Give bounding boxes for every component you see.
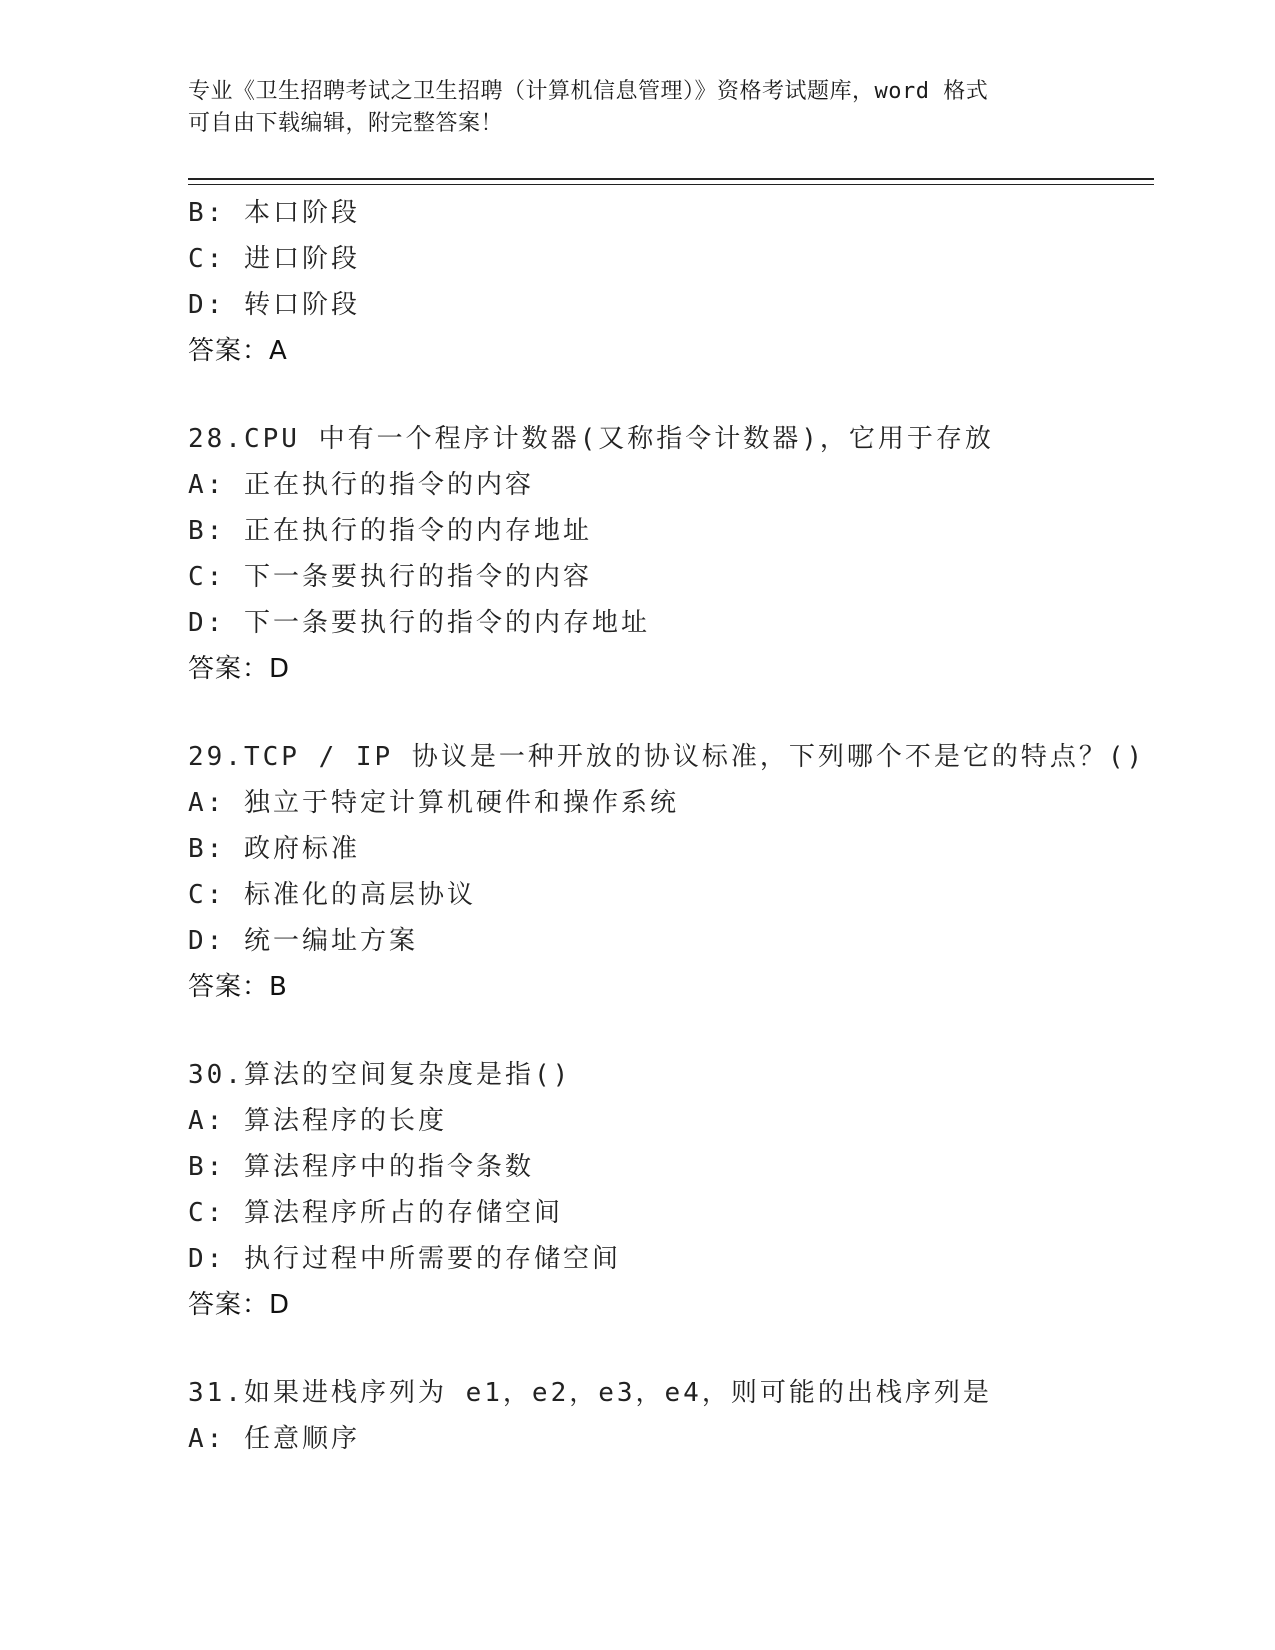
option-b: B: 政府标准 <box>188 834 360 864</box>
option-a: A: 任意顺序 <box>188 1424 360 1454</box>
header-divider <box>188 178 1154 185</box>
question-28 <box>188 416 1154 692</box>
question-31 <box>188 1370 1154 1462</box>
option-d: D: 执行过程中所需要的存储空间 <box>188 1244 621 1274</box>
header-line-1: 专业《卫生招聘考试之卫生招聘（计算机信息管理）》资格考试题库，word 格式 <box>188 79 989 104</box>
option-a: A: 算法程序的长度 <box>188 1106 447 1136</box>
answer-line: 答案：D <box>188 1290 291 1320</box>
answer-line: 答案：D <box>188 654 291 684</box>
option-c: C: 下一条要执行的指令的内容 <box>188 562 592 592</box>
question-stem: 31.如果进栈序列为 e1，e2，e3，e4，则可能的出栈序列是 <box>188 1378 992 1408</box>
question-27-tail <box>188 190 1154 374</box>
option-a: A: 正在执行的指令的内容 <box>188 470 534 500</box>
option-b: B: 正在执行的指令的内存地址 <box>188 516 592 546</box>
option-d: D: 下一条要执行的指令的内存地址 <box>188 608 650 638</box>
question-stem: 28.CPU 中有一个程序计数器(又称指令计数器)，它用于存放 <box>188 424 994 454</box>
document-header <box>188 76 1068 140</box>
header-line-2: 可自由下载编辑，附完整答案！ <box>188 111 504 136</box>
question-stem: 29.TCP / IP 协议是一种开放的协议标准，下列哪个不是它的特点？() <box>188 742 1146 772</box>
question-stem: 30.算法的空间复杂度是指() <box>188 1060 572 1090</box>
option-c: C: 算法程序所占的存储空间 <box>188 1198 563 1228</box>
question-29 <box>188 734 1154 1010</box>
option-c: C: 标准化的高层协议 <box>188 880 476 910</box>
option-d: D: 统一编址方案 <box>188 926 418 956</box>
option-b: B: 算法程序中的指令条数 <box>188 1152 534 1182</box>
option-d: D: 转口阶段 <box>188 290 360 320</box>
option-b: B: 本口阶段 <box>188 198 360 228</box>
answer-line: 答案：A <box>188 336 288 366</box>
option-a: A: 独立于特定计算机硬件和操作系统 <box>188 788 679 818</box>
answer-line: 答案：B <box>188 972 288 1002</box>
option-c: C: 进口阶段 <box>188 244 360 274</box>
question-list <box>188 190 1154 1462</box>
question-30 <box>188 1052 1154 1328</box>
